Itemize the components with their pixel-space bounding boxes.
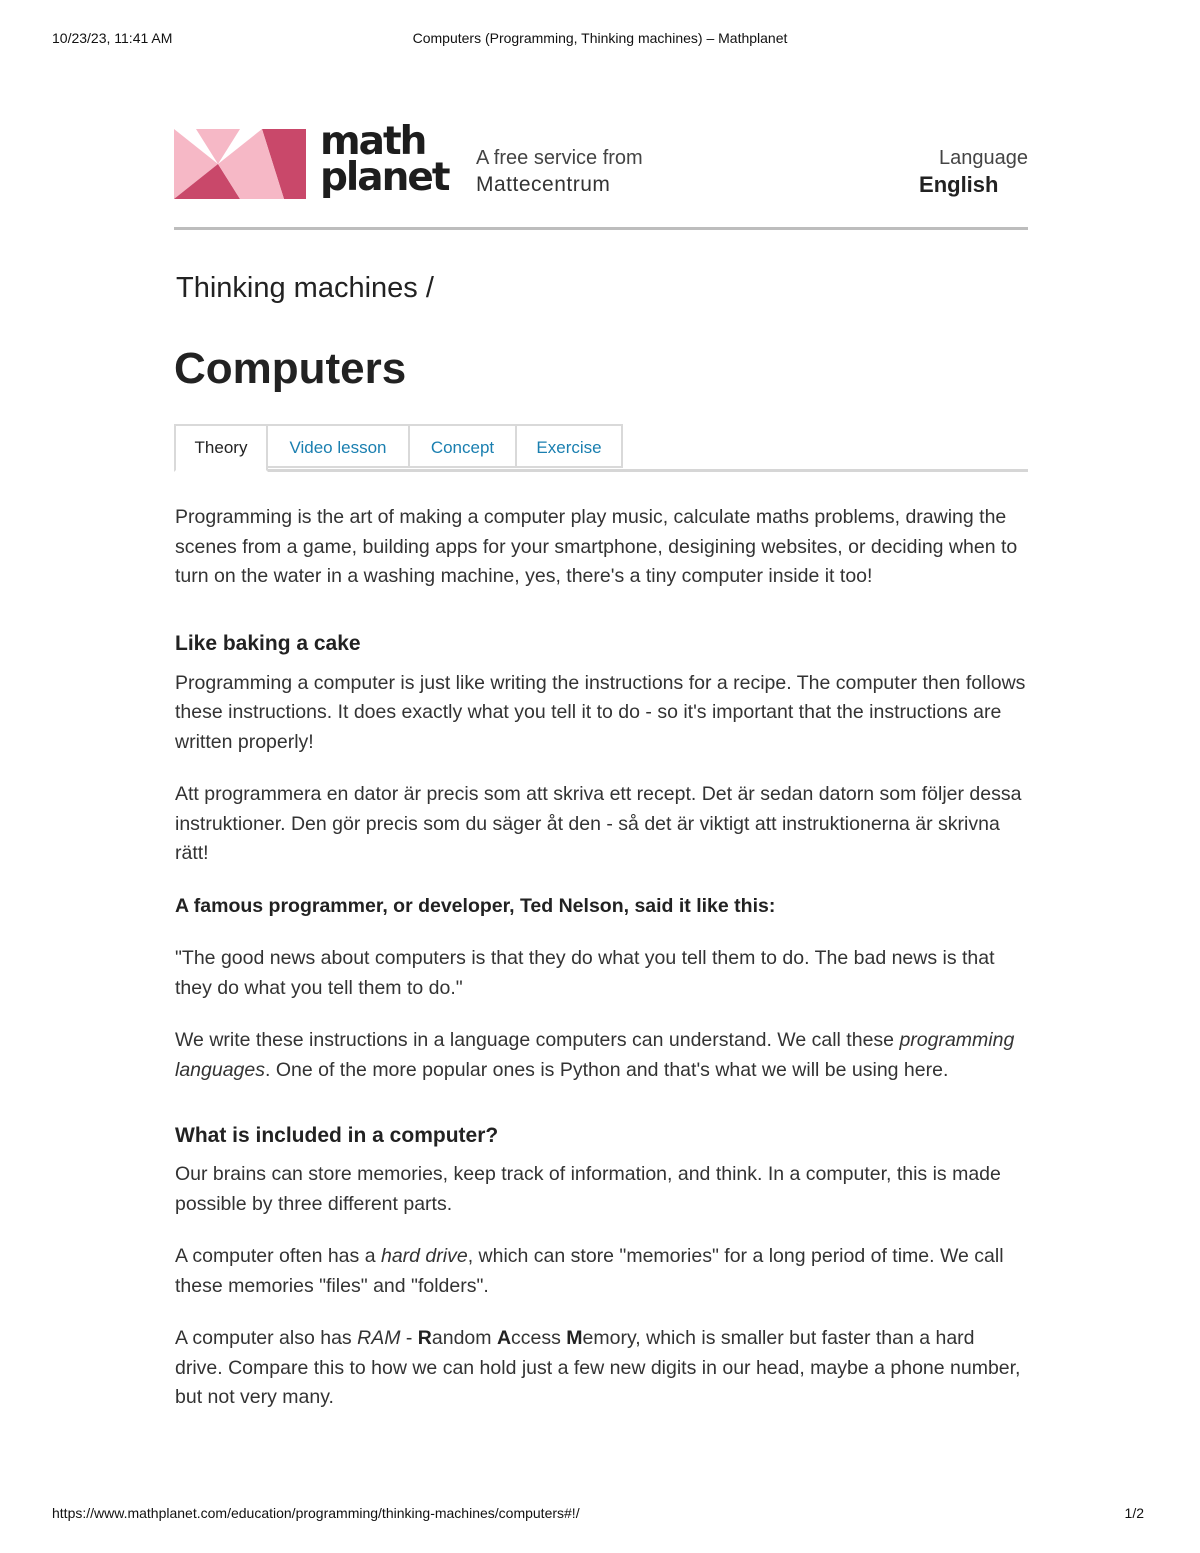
- service-credit: [476, 146, 643, 200]
- text: A computer often has a: [175, 1245, 381, 1267]
- logo-line-planet: planet: [320, 155, 449, 200]
- paragraph-ram: [175, 1324, 1027, 1413]
- paragraph-three-parts: Our brains can store memories, keep track of information, and think. In a computer, this is made possible by three different parts.: [175, 1163, 1001, 1215]
- language-value[interactable]: English: [919, 172, 999, 197]
- language-label: Language: [939, 147, 1028, 169]
- tab-video-lesson[interactable]: Video lesson: [266, 424, 410, 468]
- text: . One of the more popular ones is Python and that's what we will be using here.: [265, 1058, 949, 1081]
- heading-like-baking-a-cake: Like baking a cake: [175, 631, 361, 655]
- bold-letter-a: A: [496, 1327, 512, 1349]
- text: ccess: [511, 1327, 567, 1349]
- paragraph-recipe-en: Programming a computer is just like writing the instructions for a recipe. The computer then follows these instructions. It does exactly what you tell it to do - so it's important that the instructions are written properly!: [175, 671, 1026, 753]
- emphasis-ram: RAM: [357, 1327, 401, 1349]
- paragraph-programming-languages: [175, 1026, 1027, 1085]
- heading-what-is-included: What is included in a computer?: [175, 1124, 499, 1147]
- logo-line-math: math: [320, 119, 426, 164]
- print-date: 10/23/23, 11:41 AM: [52, 30, 173, 46]
- site-header: [174, 119, 1028, 206]
- text: emory, which is smaller but faster than a hard drive. Compare this to how we can hold just a few new digits in our head, maybe a phone number, but not very many.: [175, 1327, 1021, 1408]
- text: -: [400, 1327, 418, 1349]
- quote-intro: A famous programmer, or developer, Ted Nelson, said it like this:: [175, 894, 776, 917]
- breadcrumb[interactable]: Thinking machines /: [176, 272, 434, 304]
- tab-theory[interactable]: Theory: [174, 424, 268, 472]
- print-title: Computers (Programming, Thinking machines) – Mathplanet: [412, 30, 788, 46]
- emphasis-programming-languages: programming languages: [175, 1029, 1015, 1081]
- intro-paragraph: Programming is the art of making a computer play music, calculate maths problems, drawing the scenes from a game, building apps for your smartphone, desigining websites, or deciding when to turn on the water in a washing machine, yes, there's a tiny computer inside it too!: [175, 506, 1018, 587]
- bold-letter-r: R: [417, 1327, 432, 1349]
- header-divider: [174, 227, 1028, 230]
- print-url: https://www.mathplanet.com/education/programming/thinking-machines/computers#!/: [52, 1505, 580, 1521]
- language-selector[interactable]: [919, 146, 1028, 200]
- tab-bar: [174, 424, 1028, 472]
- service-name-link[interactable]: Mattecentrum: [476, 173, 611, 196]
- bold-letter-m: M: [566, 1327, 583, 1349]
- tab-exercise[interactable]: Exercise: [515, 424, 623, 468]
- emphasis-hard-drive: hard drive: [380, 1245, 468, 1267]
- text: A computer also has: [175, 1327, 358, 1349]
- tab-concept[interactable]: Concept: [408, 424, 517, 468]
- mathplanet-logo-icon[interactable]: [174, 129, 306, 199]
- article-body: [175, 503, 1027, 1413]
- paragraph-hard-drive: [175, 1242, 1027, 1301]
- print-footer: [52, 1505, 1148, 1525]
- service-label: A free service from: [476, 147, 643, 169]
- ted-nelson-quote: "The good news about computers is that they do what you tell them to do. The bad news is that they do what you tell them to do.": [175, 947, 995, 999]
- print-page-number: 1/2: [1124, 1505, 1144, 1521]
- logo-wordmark[interactable]: [320, 119, 470, 200]
- page-title: Computers: [174, 344, 407, 393]
- text: We write these instructions in a language computers can understand. We call these: [175, 1029, 900, 1051]
- text: , which can store "memories" for a long period of time. We call these memories "files" and "folders".: [175, 1245, 1004, 1297]
- text: andom: [431, 1327, 497, 1349]
- print-header: [52, 30, 1148, 50]
- paragraph-recipe-sv: Att programmera en dator är precis som att skriva ett recept. Det är sedan datorn som följer dessa instruktioner. Den gör precis som du säger åt den - så det är viktigt att instruktionerna är skrivna rätt!: [175, 783, 1022, 864]
